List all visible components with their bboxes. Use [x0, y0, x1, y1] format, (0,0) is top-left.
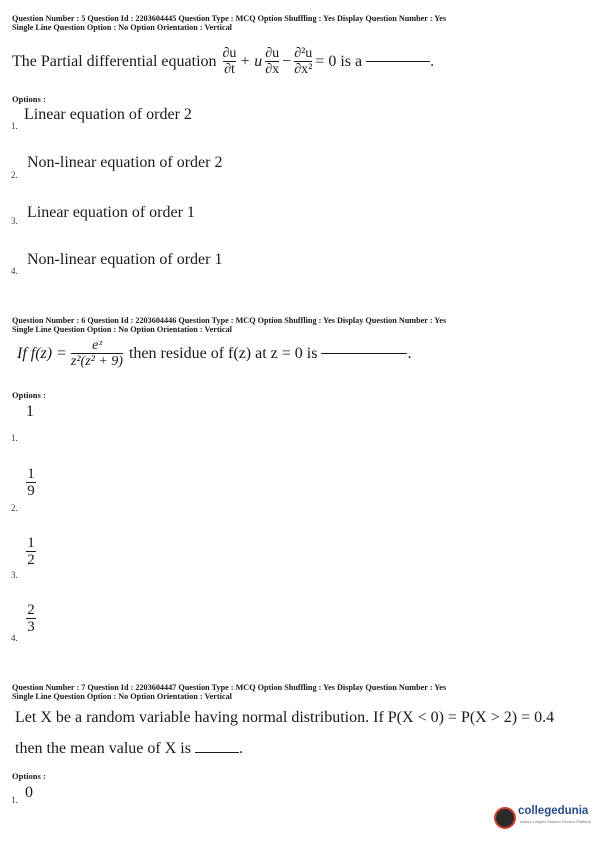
option-numerator: 1: [27, 466, 35, 482]
question-6-text: If f(z) = $\frac{\text{eᶻ}}{\text{z²(z² + 9)}}$ then residue of f(z) at z = 0 is .: [17, 338, 412, 369]
option-denominator: 2: [27, 552, 35, 568]
eq-denominator: z²(z² + 9): [70, 354, 123, 369]
question-7-line1: Let X be a random variable having normal distribution. If P(X < 0) = P(X > 2) = 0.4: [15, 709, 555, 726]
option-text: 1: [26, 403, 34, 420]
eq-dx: ∂x: [265, 62, 280, 77]
question-5-meta-line2: Single Line Question Option : No Option Orientation : Vertical: [12, 23, 232, 32]
eq-fraction-fz: [71, 338, 123, 369]
eq-numerator: eᶻ: [92, 338, 102, 353]
option-text: Non-linear equation of order 1: [27, 251, 223, 268]
option-number: 2.: [11, 170, 18, 180]
option-number: 1.: [11, 121, 18, 131]
question-6-suffix: then residue of f(z) at z = 0 is: [128, 344, 318, 362]
eq-dx2: ∂x²: [294, 62, 313, 77]
question-5-text: The Partial differential equation $\frac{\partial u}{\partial t}$ + u $\frac{\partial u}{\partial x}$ − $\frac{\text{∂²u}}{\text{∂x²}}$ = 0 is a .: [12, 46, 435, 77]
question-7-line2-wrap: then the mean value of X is .: [15, 740, 243, 757]
option-fraction: [24, 602, 38, 635]
options-label: Options :: [12, 94, 46, 104]
option-numerator: 2: [27, 602, 35, 618]
option-number: 3.: [11, 570, 18, 580]
answer-blank: [366, 61, 430, 62]
owl-icon: [494, 807, 516, 829]
option-denominator: 9: [27, 483, 35, 499]
question-5-meta-line1: Question Number : 5 Question Id : 2203604445 Question Type : MCQ Option Shuffling : Yes Display Question Number : Yes: [12, 14, 447, 23]
question-7-meta-line1: Question Number : 7 Question Id : 2203604447 Question Type : MCQ Option Shuffling : Yes Display Question Number : Yes: [12, 683, 447, 692]
eq-minus: −: [282, 52, 292, 70]
option-number: 2.: [11, 503, 18, 513]
options-label: Options :: [12, 390, 46, 400]
option-text: Non-linear equation of order 2: [27, 154, 223, 171]
eq-d2u: ∂²u: [294, 46, 313, 61]
eq-dt: ∂t: [224, 62, 235, 77]
question-6-meta-line2: Single Line Question Option : No Option Orientation : Vertical: [12, 325, 232, 334]
eq-fraction-d2u-dx2: [294, 46, 312, 77]
option-denominator: 3: [27, 619, 35, 635]
question-6-meta-line1: Question Number : 6 Question Id : 2203604446 Question Type : MCQ Option Shuffling : Yes Display Question Number : Yes: [12, 316, 447, 325]
eq-plus-u: + u: [239, 52, 263, 70]
option-number: 3.: [11, 216, 18, 226]
question-7-line2: then the mean value of X is: [15, 740, 191, 757]
answer-blank: [321, 353, 407, 354]
logo-tagline: India's Largest Student Review Platform: [520, 819, 592, 824]
eq-du-2: ∂u: [265, 46, 280, 61]
eq-fraction-du-dt: [223, 46, 237, 77]
option-number: 1.: [11, 795, 18, 805]
option-fraction: [24, 535, 38, 568]
option-number: 4.: [11, 266, 18, 276]
option-numerator: 1: [27, 535, 35, 551]
question-6-prefix: If f(z) =: [17, 344, 67, 362]
eq-du: ∂u: [222, 46, 237, 61]
question-5-suffix: = 0 is a: [315, 52, 363, 70]
logo-brand: collegedunia: [518, 805, 589, 817]
option-text: Linear equation of order 1: [27, 204, 195, 221]
option-number: 1.: [11, 433, 18, 443]
answer-blank: [195, 752, 239, 753]
question-7-meta-line2: Single Line Question Option : No Option Orientation : Vertical: [12, 692, 232, 701]
option-text: 0: [25, 784, 33, 801]
question-5-prefix: The Partial differential equation: [12, 52, 217, 70]
eq-fraction-du-dx: [265, 46, 279, 77]
option-number: 4.: [11, 633, 18, 643]
options-label: Options :: [12, 771, 46, 781]
option-fraction: [24, 466, 38, 499]
collegedunia-logo: [494, 803, 592, 833]
option-text: Linear equation of order 2: [24, 106, 192, 123]
